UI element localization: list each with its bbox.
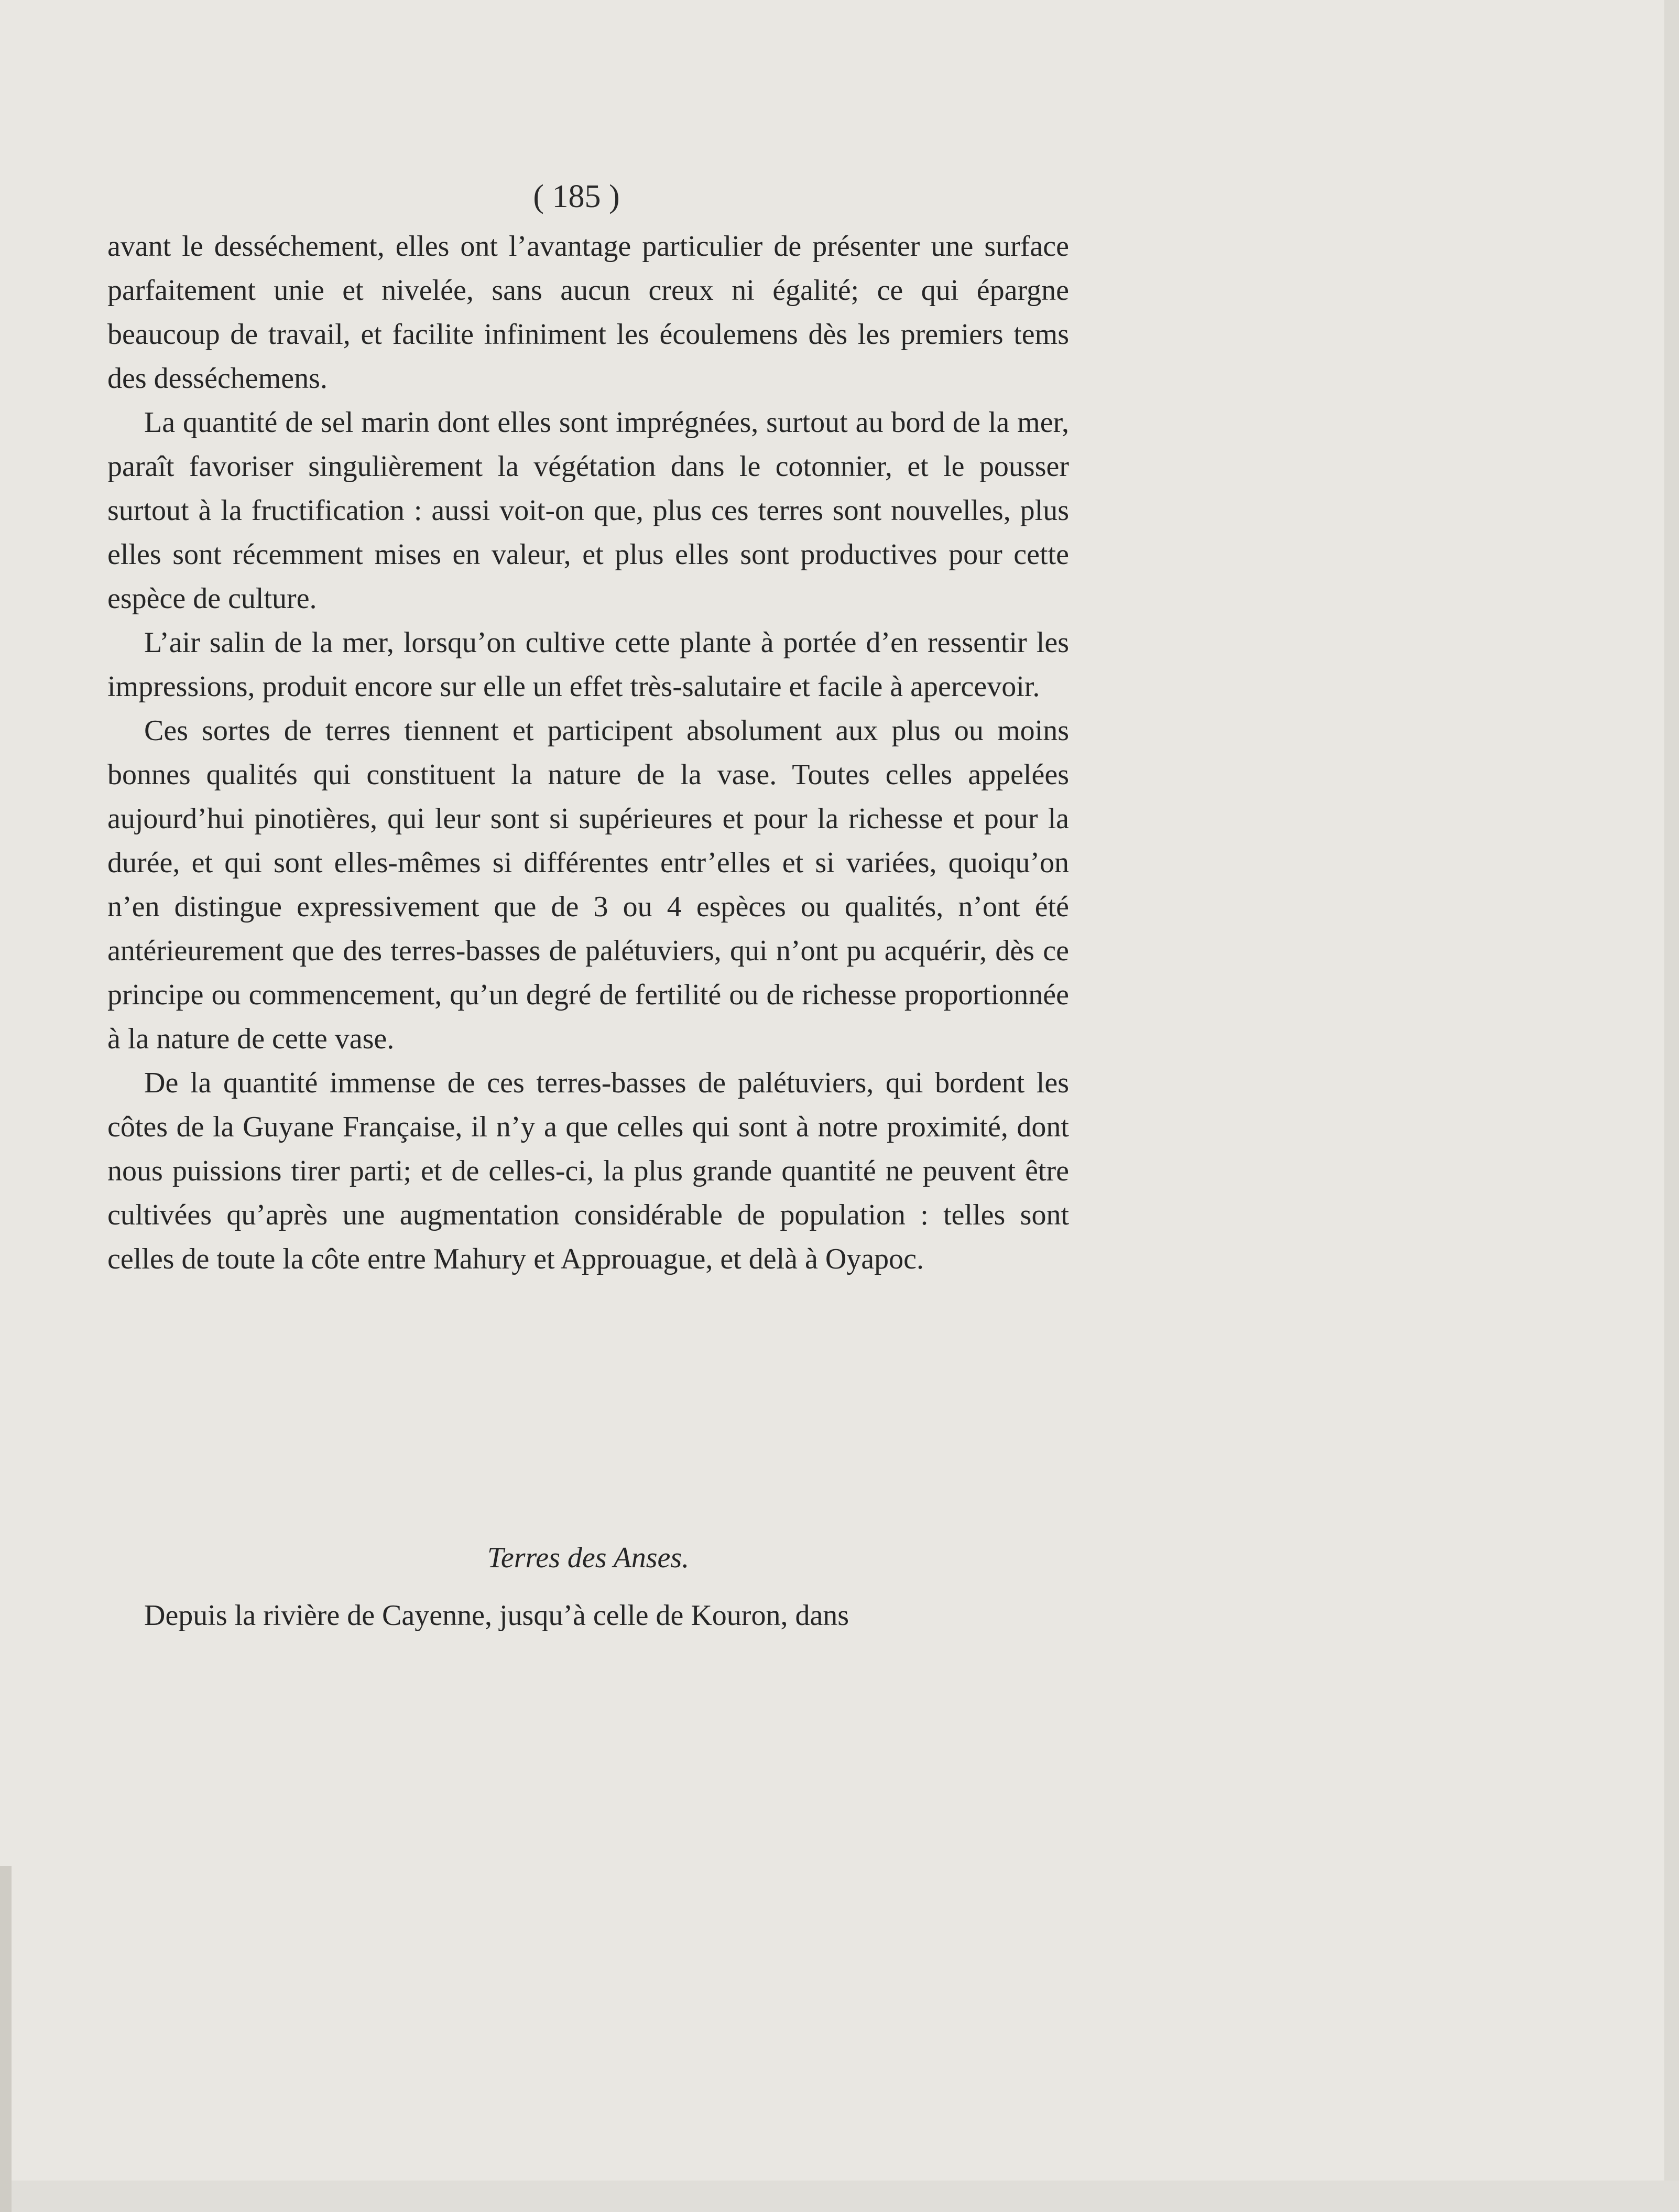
paragraph: De la quantité immense de ces terres-basses de palétuviers, qui bordent les côtes de la Guyane Française, il n’y a que celles qui sont à notre proximité, dont nous puissions tirer parti; et de celles-ci, la plus grande quantité ne peuvent être cultivées qu’après une augmentation considérable de population : telles sont celles de toute la côte entre Mahury et Approuague, et delà à Oyapoc. bbox=[107, 1067, 1069, 1275]
body-text bbox=[107, 224, 1069, 1281]
page-edge bbox=[0, 2181, 1679, 2212]
binding-shadow bbox=[0, 1866, 12, 2212]
paragraph: Ces sortes de terres tiennent et participent absolument aux plus ou moins bonnes qualités qui constituent la nature de la vase. Toutes celles appelées aujourd’hui pinotières, qui leur sont si supérieures et pour la richesse et pour la durée, et qui sont elles-mêmes si différentes entr’elles et si variées, quoiqu’on n’en distingue expressivement que de 3 ou 4 espèces ou qualités, n’ont été antérieurement que des terres-basses de palétuviers, qui n’ont pu acquérir, dès ce principe ou commencement, qu’un degré de fertilité ou de richesse proportionnée à la nature de cette vase. bbox=[107, 714, 1069, 1055]
page-edge bbox=[1664, 0, 1679, 2212]
paragraph: avant le desséchement, elles ont l’avantage particulier de présenter une surface parfaitement unie et nivelée, sans aucun creux ni égalité; ce qui épargne beaucoup de travail, et facilite infiniment les écoulemens dès les premiers tems des desséchemens. bbox=[107, 230, 1069, 395]
page-number: ( 185 ) bbox=[533, 179, 620, 214]
paragraph: Depuis la rivière de Cayenne, jusqu’à celle de Kouron, dans bbox=[144, 1599, 849, 1632]
paragraph: L’air salin de la mer, lorsqu’on cultive cette plante à portée d’en ressentir les impressions, produit encore sur elle un effet très-salutaire et facile à apercevoir. bbox=[107, 626, 1069, 703]
paragraph: La quantité de sel marin dont elles sont imprégnées, surtout au bord de la mer, paraît favoriser singulièrement la végétation dans le cotonnier, et le pousser surtout à la fructification : aussi voit-on que, plus ces terres sont nouvelles, plus elles sont récemment mises en valeur, et plus elles sont productives pour cette espèce de culture. bbox=[107, 406, 1069, 615]
section-heading: Terres des Anses. bbox=[487, 1542, 690, 1574]
